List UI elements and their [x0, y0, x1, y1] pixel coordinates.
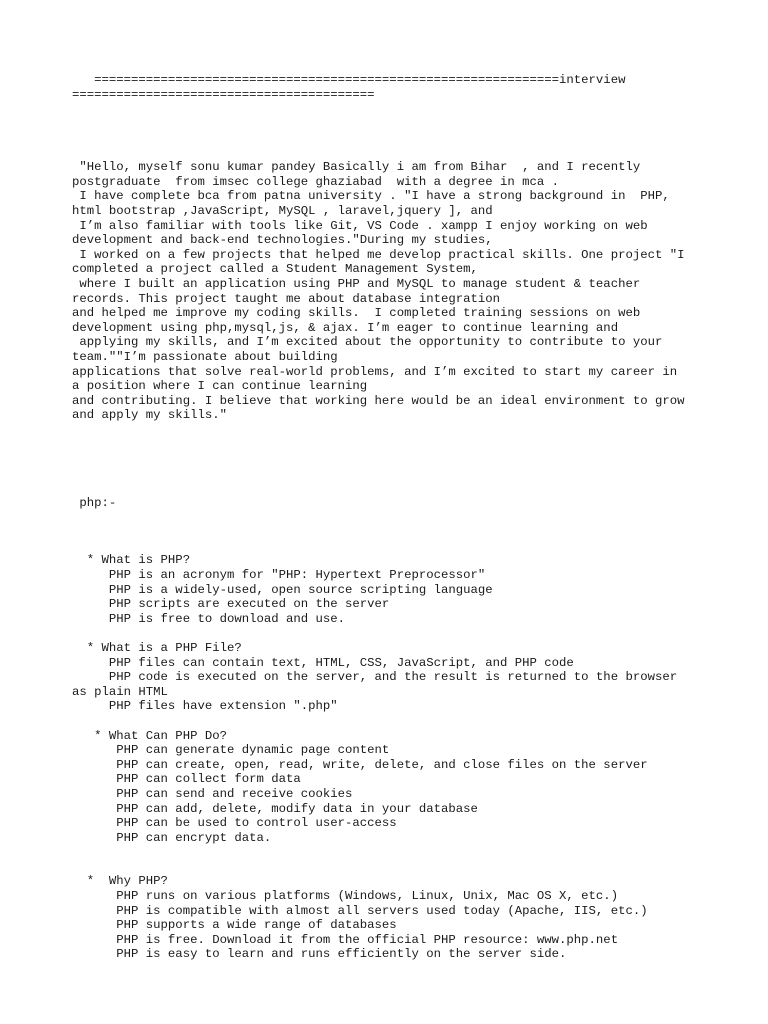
section-line: PHP files have extension ".php"	[72, 699, 338, 714]
intro-line: completed a project called a Student Management System,	[72, 262, 478, 277]
section-question: * What Can PHP Do?	[72, 728, 227, 743]
section-line: PHP can encrypt data.	[72, 830, 272, 845]
section-line: PHP can generate dynamic page content	[72, 743, 390, 758]
intro-paragraph	[72, 160, 712, 423]
intro-line: team.""I’m passionate about building	[72, 349, 338, 364]
php-heading: php:-	[72, 495, 117, 510]
section-line: PHP is a widely-used, open source scripting language	[72, 582, 493, 597]
section-line: PHP is compatible with almost all servers used today (Apache, IIS, etc.)	[72, 903, 648, 918]
section-line: PHP code is executed on the server, and the result is returned to the browser	[72, 670, 678, 685]
section-line: PHP is free to download and use.	[72, 611, 346, 626]
intro-line: postgraduate from imsec college ghaziabad with a degree in mca .	[72, 174, 560, 189]
header-rule-line-2: =========================================	[72, 87, 375, 102]
section-line: PHP can send and receive cookies	[72, 786, 353, 801]
intro-line: and helped me improve my coding skills. I completed training sessions on web	[72, 306, 641, 321]
section-line: PHP scripts are executed on the server	[72, 597, 390, 612]
intro-line: records. This project taught me about database integration	[72, 291, 501, 306]
intro-line: "Hello, myself sonu kumar pandey Basically i am from Bihar , and I recently	[72, 160, 641, 175]
section-line: PHP is free. Download it from the official PHP resource: www.php.net	[72, 932, 619, 947]
section-what-is-php-file	[72, 641, 712, 714]
header-rule-line-1: ===============================================================interview	[72, 73, 626, 87]
section-line: PHP can add, delete, modify data in your database	[72, 801, 478, 816]
section-line: PHP can create, open, read, write, delete, and close files on the server	[72, 757, 648, 772]
section-what-can-php-do	[72, 729, 712, 846]
section-line: PHP can be used to control user-access	[72, 816, 397, 831]
intro-line: and apply my skills."	[72, 408, 227, 423]
intro-line: where I built an application using PHP and MySQL to manage student & teacher	[72, 276, 641, 291]
intro-line: development using php,mysql,js, & ajax. I’m eager to continue learning and	[72, 320, 619, 335]
intro-line: a position where I can continue learning	[72, 379, 368, 394]
intro-line: I have complete bca from patna university . "I have a strong background in PHP,	[72, 189, 670, 204]
intro-line: html bootstrap ,JavaScript, MySQL , laravel,jquery ], and	[72, 203, 493, 218]
intro-line: I’m also familiar with tools like Git, VS Code . xampp I enjoy working on web	[72, 218, 648, 233]
intro-line: applications that solve real-world problems, and I’m excited to start my career in	[72, 364, 678, 379]
section-question: * What is a PHP File?	[72, 641, 242, 656]
section-line: PHP supports a wide range of databases	[72, 918, 397, 933]
section-line: as plain HTML	[72, 684, 168, 699]
section-what-is-php	[72, 553, 712, 626]
intro-line: and contributing. I believe that working here would be an ideal environment to grow	[72, 393, 685, 408]
intro-line: I worked on a few projects that helped me develop practical skills. One project "I	[72, 247, 685, 262]
section-line: PHP is an acronym for "PHP: Hypertext Preprocessor"	[72, 568, 486, 583]
intro-line: applying my skills, and I’m excited about the opportunity to contribute to your	[72, 335, 663, 350]
section-line: PHP files can contain text, HTML, CSS, JavaScript, and PHP code	[72, 655, 574, 670]
intro-line: development and back-end technologies."During my studies,	[72, 233, 493, 248]
document-page	[72, 73, 712, 962]
section-question: * What is PHP?	[72, 553, 191, 568]
section-line: PHP is easy to learn and runs efficiently on the server side.	[72, 947, 567, 962]
section-question: * Why PHP?	[72, 874, 168, 889]
section-line: PHP can collect form data	[72, 772, 301, 787]
section-why-php	[72, 874, 712, 962]
section-line: PHP runs on various platforms (Windows, Linux, Unix, Mac OS X, etc.)	[72, 888, 619, 903]
